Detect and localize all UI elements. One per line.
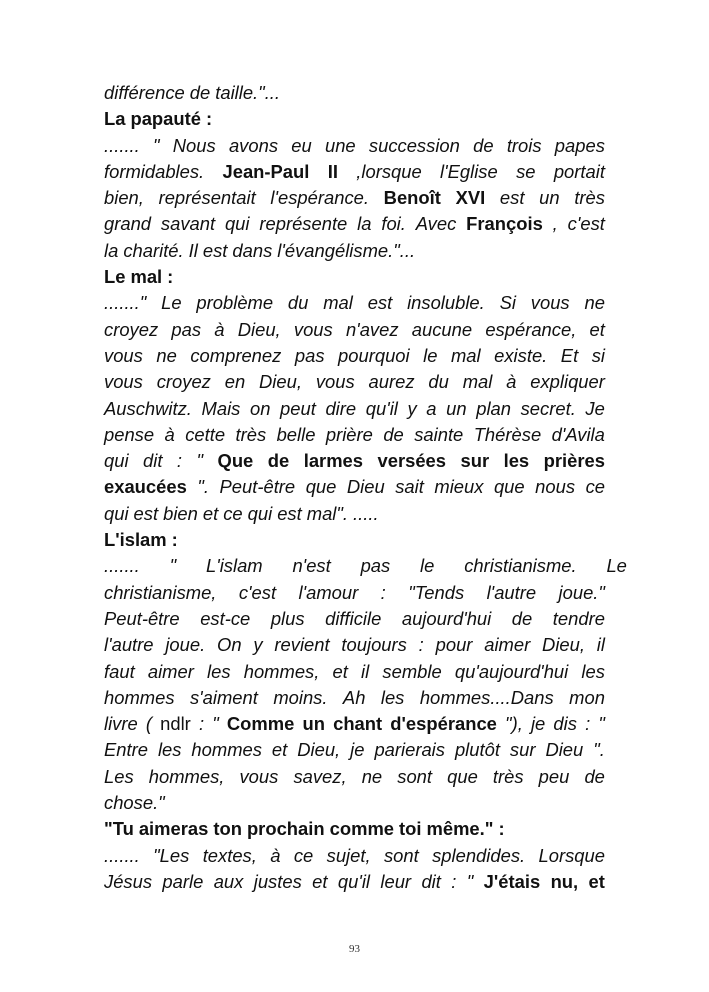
word: dire	[325, 397, 357, 419]
word: qui	[104, 450, 129, 472]
word: aimer	[484, 634, 531, 656]
word: aimer	[147, 660, 194, 682]
word: la	[104, 239, 119, 261]
word: Les	[104, 765, 134, 787]
word: mal	[462, 371, 493, 393]
text-line	[104, 211, 605, 237]
word: Si	[499, 292, 516, 314]
word: chant	[333, 713, 383, 735]
word: mal".	[306, 502, 349, 524]
word: :	[205, 108, 213, 130]
word: ,	[552, 213, 558, 235]
word: ......."	[104, 292, 147, 314]
word: et	[202, 502, 219, 524]
word: ".	[593, 739, 605, 761]
word: qui	[104, 502, 129, 524]
text-line	[104, 238, 605, 264]
word: il	[596, 634, 605, 656]
text-line	[104, 369, 605, 395]
word: hommes	[104, 686, 175, 708]
text-line	[104, 133, 605, 159]
word: pas	[294, 344, 325, 366]
word: y	[407, 397, 417, 419]
word: mal	[130, 266, 163, 288]
word: très	[574, 187, 605, 209]
word: ce	[223, 502, 243, 524]
word: Nous	[172, 134, 216, 156]
word: La	[104, 108, 126, 130]
word: prières	[543, 450, 605, 472]
word: J'étais	[483, 870, 541, 892]
word: un	[302, 713, 325, 735]
word: y	[253, 634, 263, 656]
word: taille."...	[215, 82, 281, 103]
word: sur	[460, 450, 490, 472]
word: et	[588, 870, 605, 892]
word: Dieu,	[542, 634, 585, 656]
word: en	[224, 371, 246, 393]
word: :	[451, 870, 457, 892]
text-line	[104, 843, 605, 869]
word: vous	[293, 318, 333, 340]
word: l'autre	[104, 634, 154, 656]
word: Dieu,	[297, 739, 341, 761]
word: que	[447, 765, 478, 787]
word: Et	[560, 344, 579, 366]
word: revient	[274, 634, 330, 656]
word: pense	[104, 423, 155, 445]
word: semble	[382, 660, 442, 682]
word: qu'il	[337, 870, 371, 892]
word: charité.	[123, 239, 184, 261]
word: les	[157, 739, 182, 761]
word: vous	[530, 292, 570, 314]
word: livre	[104, 713, 138, 735]
word: pour	[435, 634, 473, 656]
word: foi.	[381, 213, 406, 235]
word: expliquer	[530, 371, 605, 393]
word: l'Eglise	[440, 160, 498, 182]
word: et	[589, 318, 605, 340]
word: d'espérance	[390, 713, 497, 735]
word: comme	[329, 818, 395, 840]
word: il	[361, 660, 370, 682]
text-line	[104, 422, 605, 448]
word: exaucées	[104, 476, 187, 498]
word: Avec	[415, 213, 457, 235]
word: leur	[380, 870, 412, 892]
word: "	[153, 134, 160, 156]
word: Mais	[201, 397, 241, 419]
text-line	[104, 790, 605, 816]
word: vous	[104, 371, 143, 393]
word: de	[189, 82, 211, 103]
word: est	[277, 502, 302, 524]
word: aucune	[411, 318, 473, 340]
word: et	[332, 660, 348, 682]
word: est	[133, 502, 159, 524]
word: tendre	[552, 607, 605, 629]
text-line	[104, 685, 605, 711]
word: savez,	[293, 765, 347, 787]
word: d'Avila	[551, 423, 605, 445]
word: problème	[196, 292, 274, 314]
word: textes,	[202, 844, 257, 866]
word: dit	[421, 870, 441, 892]
word: secret.	[520, 397, 576, 419]
word: ".	[197, 476, 209, 498]
word: hommes,	[243, 660, 320, 682]
word: plan	[476, 397, 511, 419]
text-line	[104, 606, 605, 632]
word: mieux	[434, 476, 484, 498]
word: les	[503, 450, 530, 472]
word: :	[171, 529, 178, 551]
word: On	[217, 634, 242, 656]
word: c'est	[238, 581, 277, 603]
word: l'amour	[298, 581, 359, 603]
word: un	[446, 397, 467, 419]
document-body	[104, 80, 627, 895]
word: "Tu	[104, 818, 134, 840]
word: très	[492, 765, 524, 787]
word: bien	[163, 502, 198, 524]
word: faut	[104, 660, 135, 682]
word: ce	[585, 476, 605, 498]
word: :	[176, 450, 183, 472]
word: Peut-être	[104, 607, 180, 629]
word: joue."	[558, 581, 605, 603]
word: papes	[554, 134, 605, 156]
word: L'islam	[104, 529, 167, 551]
word: :	[380, 581, 386, 603]
section-heading	[104, 106, 605, 132]
word: "	[196, 450, 204, 472]
word: différence	[104, 82, 185, 103]
word: croyez	[156, 371, 211, 393]
word: pas	[171, 318, 202, 340]
word: une	[324, 134, 356, 156]
text-line	[104, 474, 605, 500]
word: vous	[315, 371, 355, 393]
word: splendides.	[432, 844, 526, 866]
word: n'est	[292, 555, 331, 577]
word: comprenez	[190, 344, 282, 366]
word: pas	[360, 555, 391, 577]
word: difficile	[325, 607, 382, 629]
word: et	[312, 870, 328, 892]
word: l'espérance.	[270, 187, 369, 209]
section-heading	[104, 264, 605, 290]
word: :	[585, 713, 591, 735]
word: Le	[606, 555, 627, 577]
word: .......	[104, 134, 140, 156]
word: qui	[247, 502, 273, 524]
word: Peut-être	[219, 476, 296, 498]
word: ne	[584, 292, 605, 314]
word: croyez	[104, 318, 159, 340]
word: les	[581, 660, 605, 682]
word: christianisme,	[104, 581, 217, 603]
word: Jean-Paul	[222, 160, 310, 182]
word: du	[287, 292, 309, 314]
word: Lorsque	[538, 844, 605, 866]
word: trois	[506, 134, 542, 156]
word: versées	[377, 450, 447, 472]
word: Le	[104, 266, 126, 288]
section-heading	[104, 816, 605, 842]
word: hommes,	[148, 765, 225, 787]
word: vous	[239, 765, 279, 787]
word: Je	[585, 397, 605, 419]
word: sur	[509, 739, 536, 761]
word: dit	[143, 450, 163, 472]
word: n'avez	[345, 318, 399, 340]
word: "	[466, 870, 474, 892]
text-line	[104, 396, 605, 422]
word: parierais	[374, 739, 445, 761]
word: Auschwitz.	[104, 397, 192, 419]
word: de	[511, 607, 533, 629]
word: :	[198, 713, 205, 735]
word: sont	[383, 844, 419, 866]
word: insoluble.	[407, 292, 485, 314]
word: eu	[291, 134, 312, 156]
word: XVI	[455, 187, 486, 209]
word: cette	[185, 423, 226, 445]
word: plus	[270, 607, 305, 629]
word: mal	[323, 292, 353, 314]
word: aujourd'hui	[401, 607, 492, 629]
word: Il	[188, 239, 198, 261]
word: la	[357, 213, 372, 235]
text-line	[104, 632, 605, 658]
word: formidables.	[104, 160, 205, 182]
text-line	[104, 80, 605, 106]
word: un	[539, 187, 560, 209]
word: christianisme.	[464, 555, 577, 577]
word: belle	[276, 423, 316, 445]
word: à	[214, 318, 225, 340]
word: "	[169, 555, 177, 577]
text-line	[104, 185, 605, 211]
text-line	[104, 448, 605, 474]
text-line	[104, 737, 605, 763]
word: prochain	[246, 818, 325, 840]
word: très	[235, 423, 267, 445]
text-line	[104, 764, 605, 790]
word: sainte	[414, 423, 464, 445]
word: chose."	[104, 792, 165, 814]
word: Entre	[104, 739, 148, 761]
word: Comme	[226, 713, 295, 735]
word: grand	[104, 213, 152, 235]
word: (	[145, 713, 152, 735]
word: les	[380, 686, 405, 708]
word: a	[426, 397, 437, 419]
word: est	[367, 292, 393, 314]
word: je	[350, 739, 365, 761]
word: et	[271, 739, 288, 761]
word: plutôt	[454, 739, 500, 761]
word: qui	[224, 213, 250, 235]
word: papauté	[130, 108, 201, 130]
word: qu'il	[365, 397, 398, 419]
word: ton	[213, 818, 242, 840]
word: je	[530, 713, 546, 735]
word: avons	[228, 134, 279, 156]
page-number: 93	[349, 943, 360, 955]
text-line	[104, 290, 605, 316]
word: que	[305, 476, 337, 498]
word: sujet,	[326, 844, 371, 866]
word: mon	[569, 686, 605, 708]
word: François	[466, 213, 543, 235]
word: de	[383, 423, 404, 445]
word: Que	[217, 450, 254, 472]
word: peut	[280, 397, 316, 419]
word: on	[249, 397, 271, 419]
word: Benoît	[383, 187, 441, 209]
word: toi	[399, 818, 422, 840]
word: le	[423, 344, 438, 366]
word: représentait	[158, 187, 256, 209]
word: savant	[160, 213, 216, 235]
word: .......	[104, 555, 140, 577]
word: .......	[104, 844, 140, 866]
word: se	[516, 160, 536, 182]
word: dis	[553, 713, 577, 735]
word: nous	[535, 476, 576, 498]
word: existe.	[494, 344, 548, 366]
word: les	[207, 660, 231, 682]
word: L'islam	[205, 555, 263, 577]
word: de	[267, 450, 290, 472]
word: nu,	[550, 870, 579, 892]
text-line	[104, 501, 605, 527]
word: ce	[293, 844, 314, 866]
word: larmes	[303, 450, 364, 472]
word: succession	[368, 134, 460, 156]
word: bien,	[104, 187, 144, 209]
word: ndlr	[160, 713, 191, 735]
word: Dieu,	[259, 371, 302, 393]
word: c'est	[567, 213, 605, 235]
word: Le	[161, 292, 182, 314]
word: que	[493, 476, 525, 498]
word: joue.	[165, 634, 206, 656]
word: espérance,	[485, 318, 577, 340]
word: parle	[162, 870, 204, 892]
word: "Tends	[408, 581, 465, 603]
text-line	[104, 317, 605, 343]
word: s'aiment	[189, 686, 258, 708]
word: :	[167, 266, 174, 288]
word: :	[418, 634, 424, 656]
word: Dieu,	[237, 318, 281, 340]
word: :	[498, 818, 505, 840]
word: Dieu	[346, 476, 385, 498]
word: sont	[397, 765, 433, 787]
word: "Les	[153, 844, 190, 866]
word: justes	[253, 870, 302, 892]
word: ne	[156, 344, 177, 366]
word: qu'aujourd'hui	[454, 660, 569, 682]
word: à	[270, 844, 281, 866]
word: hommes....Dans	[419, 686, 554, 708]
word: Jésus	[104, 870, 153, 892]
word: l'autre	[486, 581, 537, 603]
word: sait	[395, 476, 424, 498]
word: Ah	[342, 686, 366, 708]
word: aurez	[368, 371, 415, 393]
word: aimeras	[138, 818, 209, 840]
word: même."	[426, 818, 494, 840]
word: du	[428, 371, 449, 393]
word: "),	[505, 713, 523, 735]
word: de	[473, 134, 494, 156]
text-line	[104, 343, 605, 369]
word: mal	[450, 344, 481, 366]
word: est	[499, 187, 525, 209]
word: l'évangélisme."...	[277, 239, 416, 261]
word: Dieu	[545, 739, 584, 761]
word: portait	[553, 160, 605, 182]
word: Thérèse	[473, 423, 542, 445]
text-line	[104, 869, 605, 895]
word: est-ce	[200, 607, 251, 629]
text-line	[104, 159, 605, 185]
word: dans	[232, 239, 273, 261]
word: hommes	[191, 739, 262, 761]
word: .....	[353, 502, 379, 524]
word: aux	[213, 870, 244, 892]
word: à	[506, 371, 517, 393]
text-line	[104, 659, 605, 685]
word: à	[164, 423, 175, 445]
word: de	[584, 765, 605, 787]
word: "	[598, 713, 605, 735]
word: toujours	[341, 634, 407, 656]
text-line	[104, 711, 605, 737]
word: vous	[104, 344, 143, 366]
word: prière	[325, 423, 373, 445]
word: peu	[538, 765, 570, 787]
word: ne	[361, 765, 383, 787]
text-line	[104, 580, 605, 606]
word: moins.	[273, 686, 328, 708]
word: pourquoi	[338, 344, 410, 366]
section-heading	[104, 527, 605, 553]
word: le	[420, 555, 435, 577]
word: si	[591, 344, 605, 366]
word: ,lorsque	[356, 160, 422, 182]
word: représente	[259, 213, 348, 235]
word: est	[202, 239, 228, 261]
word: II	[327, 160, 338, 182]
text-line	[104, 553, 627, 579]
word: "	[212, 713, 219, 735]
